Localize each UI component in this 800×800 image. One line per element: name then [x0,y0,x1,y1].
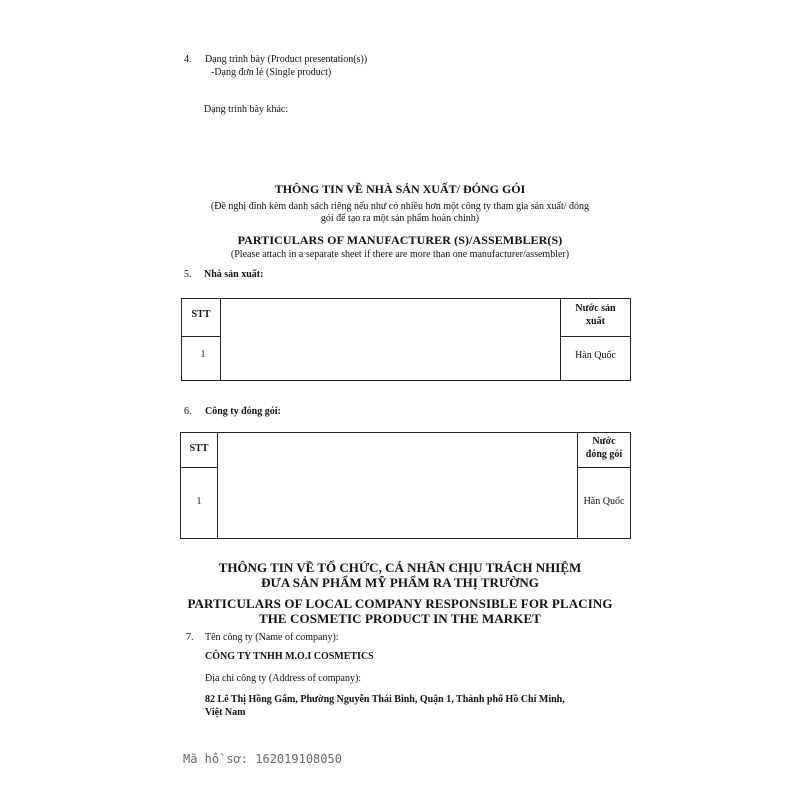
manufacturer-table [181,298,631,381]
table-divider [181,467,217,468]
presentation-label: Dạng trình bày (Product presentation(s)) [205,54,368,65]
row-number: 1 [196,496,202,507]
country-header-line1: Nước sản [575,303,616,314]
row-country: Hàn Quốc [583,496,625,507]
other-presentation-label: Dạng trình bày khác: [204,104,289,115]
company-address-line2: Việt Nam [205,707,246,718]
manufacturer-title-en: PARTICULARS OF MANUFACTURER (S)/ASSEMBLER(S) [237,233,563,247]
stt-header: STT [189,443,209,454]
manufacturer-label: Nhà sản xuất: [204,269,264,280]
company-address-line1: 82 Lê Thị Hồng Gấm, Phường Nguyễn Thái Bình, Quận 1, Thành phố Hồ Chí Minh, [205,694,565,705]
table-divider [220,299,221,380]
section-6-number: 6. [184,406,192,417]
responsible-title-en-1: PARTICULARS OF LOCAL COMPANY RESPONSIBLE FOR PLACING [187,596,613,611]
manufacturer-note-vn-1: (Đề nghị đính kèm danh sách riêng nếu như có nhiều hơn một công ty tham gia sản xuất/ đóng [210,201,590,212]
table-divider [217,433,218,538]
company-name: CÔNG TY TNHH M.O.I COSMETICS [205,651,374,662]
stt-header: STT [191,309,211,320]
company-name-label: Tên công ty (Name of company): [205,632,339,643]
section-5-number: 5. [184,269,192,280]
row-country: Hàn Quốc [575,350,616,361]
single-product-label: -Dạng đơn lẻ (Single product) [211,67,332,78]
section-4-number: 4. [184,54,192,65]
record-code: Mã hồ sơ: 162019108050 [183,752,342,766]
country-header-line2: đóng gói [585,449,623,460]
manufacturer-note-vn-2: gói để tạo ra một sản phẩm hoàn chỉnh) [320,213,480,224]
responsible-title-vn-2: ĐƯA SẢN PHẨM MỸ PHẨM RA THỊ TRƯỜNG [261,575,539,590]
table-divider [577,467,631,468]
row-number: 1 [200,349,206,360]
country-header-line2: xuất [586,316,605,327]
packager-label: Công ty đóng gói: [205,406,281,417]
section-7-number: 7. [186,632,194,643]
responsible-title-vn-1: THÔNG TIN VỀ TỔ CHỨC, CÁ NHÂN CHỊU TRÁCH NHIỆM [218,560,582,575]
manufacturer-note-en: (Please attach in a separate sheet if there are more than one manufacturer/assembler) [230,249,570,260]
table-divider [182,336,220,337]
manufacturer-title-vn: THÔNG TIN VỀ NHÀ SẢN XUẤT/ ĐÓNG GÓI [274,182,526,196]
responsible-title-en-2: THE COSMETIC PRODUCT IN THE MARKET [258,611,542,626]
table-divider [560,336,631,337]
company-address-label: Địa chỉ công ty (Address of company): [205,673,362,684]
packager-table [180,432,631,539]
country-header-line1: Nước [592,436,616,447]
